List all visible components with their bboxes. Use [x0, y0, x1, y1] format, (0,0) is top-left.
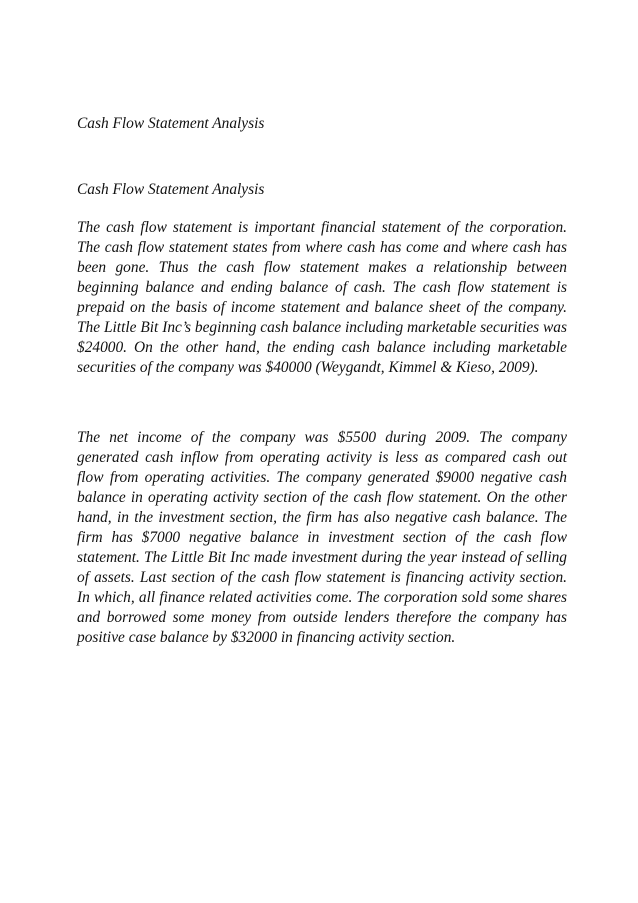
document-title: Cash Flow Statement Analysis: [77, 115, 265, 132]
section-heading: Cash Flow Statement Analysis: [77, 181, 265, 198]
body-paragraph-2: The net income of the company was $5500 during 2009. The company generated cash inflow from operating activity is less as compared cash out flow from operating activities. The company generated $9000 negative cash balance in operating activity section of the cash flow statement. On the other hand, in the investment section, the firm has also negative cash balance. The firm has $7000 negative balance in investment section of the cash flow statement. The Little Bit Inc made investment during the year instead of selling of assets. Last section of the cash flow statement is financing activity section. In which, all finance related activities come. The corporation sold some shares and borrowed some money from outside lenders therefore the company has positive case balance by $32000 in financing activity section.: [77, 429, 567, 646]
body-paragraph-1: The cash flow statement is important financial statement of the corporation. The cash flow statement states from where cash has come and where cash has been gone. Thus the cash flow statement makes a relationship between beginning balance and ending balance of cash. The cash flow statement is prepaid on the basis of income statement and balance sheet of the company. The Little Bit Inc’s beginning cash balance including marketable securities was $24000. On the other hand, the ending cash balance including marketable securities of the company was $40000 (Weygandt, Kimmel & Kieso, 2009).: [77, 219, 567, 376]
